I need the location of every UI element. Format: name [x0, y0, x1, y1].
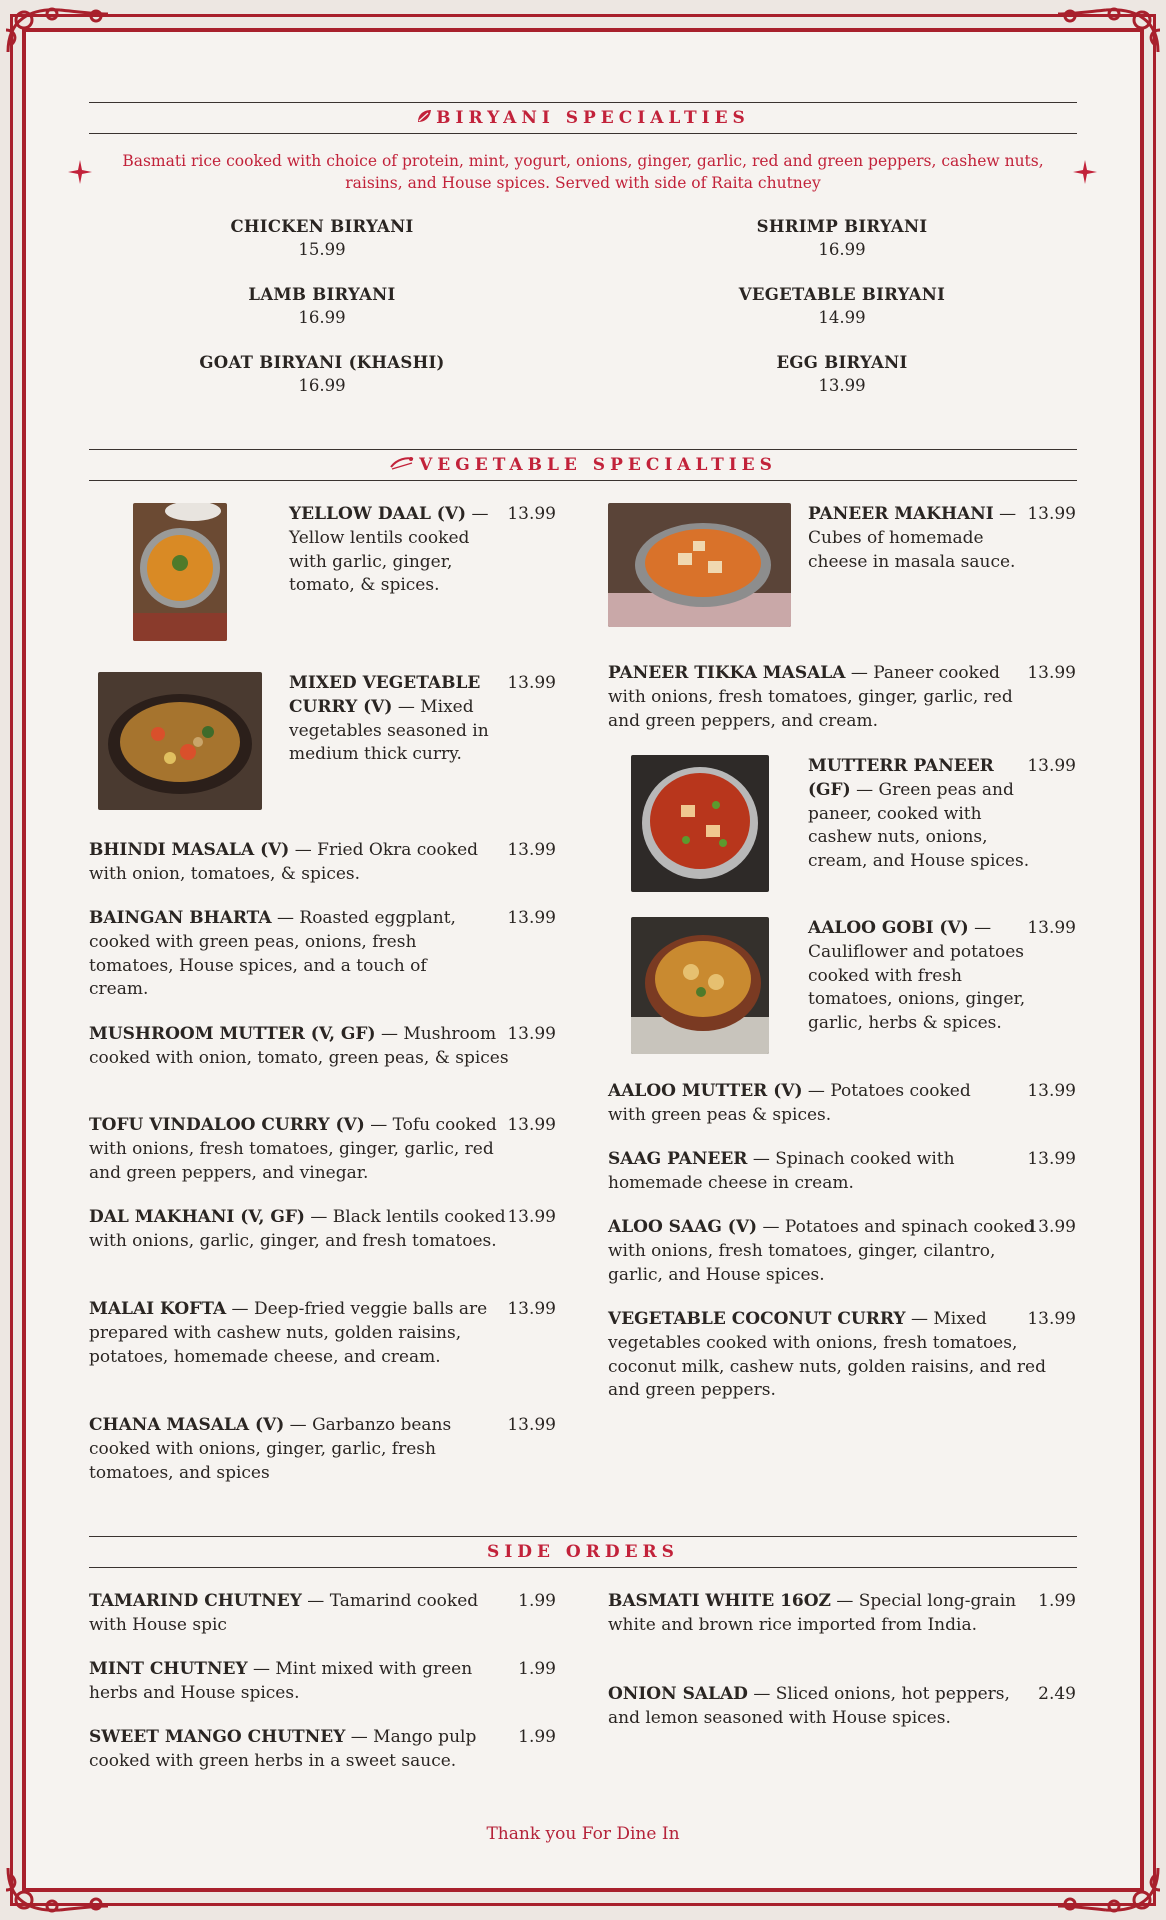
item-price: 16.99: [818, 240, 866, 259]
menu-item: AALOO GOBI (V) — Cauliflower and potatoes cooked with fresh tomatoes, onions, ginger, garlic, herbs & spices.: [808, 918, 1026, 1034]
side-orders-section-header: [89, 1536, 1077, 1568]
item-name: MINT CHUTNEY: [89, 1659, 248, 1679]
item-price: 13.99: [1027, 1081, 1076, 1101]
item-name: MUSHROOM MUTTER (V, GF): [89, 1024, 376, 1044]
item-name: ONION SALAD: [608, 1684, 748, 1704]
item-desc: Yellow lentils cooked with garlic, ginger, tomato, & spices.: [289, 527, 470, 596]
menu-item: TAMARIND CHUTNEY — Tamarind cooked with House spic: [89, 1591, 479, 1635]
item-price: 13.99: [507, 1299, 556, 1319]
item-price: 13.99: [1027, 1309, 1076, 1329]
item-name: TOFU VINDALOO CURRY (V): [89, 1115, 365, 1135]
corner-flourish-icon: [0, 1860, 110, 1920]
item-price: 1.99: [518, 1727, 556, 1747]
item-name: SAAG PANEER: [608, 1149, 748, 1169]
item-desc: Mixed vegetables cooked with onions, fresh tomatoes, coconut milk, cashew nuts, golden raisins, and red and green peppers.: [608, 1309, 1046, 1401]
menu-item: BASMATI WHITE 16OZ — Special long-grain white and brown rice imported from India.: [608, 1591, 1017, 1635]
footer-thank-you: Thank you For Dine In: [486, 1824, 680, 1844]
item-name: PANEER TIKKA MASALA: [608, 663, 846, 683]
item-price: 13.99: [507, 1115, 556, 1135]
item-price: 16.99: [298, 308, 346, 327]
item-desc: Mushroom cooked with onion, tomato, green peas, & spices: [89, 1024, 509, 1068]
item-name: DAL MAKHANI (V, GF): [89, 1207, 305, 1227]
item-desc: Special long-grain white and brown rice imported from India.: [608, 1591, 1017, 1635]
item-price: 13.99: [507, 840, 556, 860]
item-name: BASMATI WHITE 16OZ: [608, 1591, 831, 1611]
item-desc: Mango pulp cooked with green herbs in a sweet sauce.: [89, 1727, 477, 1771]
mixed-vegetable-curry-photo: [98, 672, 262, 810]
menu-item: BAINGAN BHARTA — Roasted eggplant, cooked with green peas, onions, fresh tomatoes, House spices, and a touch of cream.: [89, 908, 456, 1000]
item-name: MUTTERR PANEER (GF): [808, 756, 994, 800]
menu-item: SWEET MANGO CHUTNEY — Mango pulp cooked with green herbs in a sweet sauce.: [89, 1727, 477, 1771]
menu-item: PANEER MAKHANI — Cubes of homemade cheese in masala sauce.: [808, 504, 1017, 572]
item-price: 13.99: [507, 673, 556, 693]
item-desc: Cubes of homemade cheese in masala sauce.: [808, 527, 1016, 572]
leaf-icon: [416, 104, 432, 134]
item-name: YELLOW DAAL (V): [289, 504, 467, 524]
item-name: CHICKEN BIRYANI: [230, 217, 414, 236]
item-price: 13.99: [1027, 1217, 1076, 1237]
item-desc: Garbanzo beans cooked with onions, ginger, garlic, fresh tomatoes, and spices: [89, 1415, 452, 1483]
sparkle-icon: [68, 160, 92, 184]
item-price: 13.99: [507, 1024, 556, 1044]
item-desc: Tamarind cooked with House spic: [89, 1591, 479, 1635]
sparkle-icon: [1073, 160, 1097, 184]
item-price: 16.99: [298, 376, 346, 395]
item-price: 13.99: [1027, 1149, 1076, 1169]
biryani-description: Basmati rice cooked with choice of protein, mint, yogurt, onions, ginger, garlic, red and green peppers, cashew nuts, raisins, and House spices. Served with side of Raita chutney: [122, 152, 1044, 192]
menu-item: BHINDI MASALA (V) — Fried Okra cooked with onion, tomatoes, & spices.: [89, 840, 479, 884]
item-price: 13.99: [507, 1207, 556, 1227]
item-name: ALOO SAAG (V): [608, 1217, 758, 1237]
menu-item: TOFU VINDALOO CURRY (V) — Tofu cooked with onions, fresh tomatoes, ginger, garlic, red and green peppers, and vinegar.: [89, 1115, 497, 1183]
item-price: 13.99: [1027, 663, 1076, 683]
item-name: BHINDI MASALA (V): [89, 840, 290, 860]
item-price: 2.49: [1038, 1684, 1076, 1704]
item-name: VEGETABLE COCONUT CURRY: [608, 1309, 906, 1329]
item-name: MIXED VEGETABLE CURRY (V): [289, 673, 481, 717]
biryani-item: [122, 216, 522, 262]
item-price: 1.99: [518, 1659, 556, 1679]
item-name: MALAI KOFTA: [89, 1299, 227, 1319]
corner-flourish-icon: [0, 0, 110, 60]
side-orders-section-title: SIDE ORDERS: [487, 1542, 679, 1562]
item-name: LAMB BIRYANI: [248, 285, 396, 304]
yellow-daal-photo: [133, 503, 227, 641]
item-desc: Roasted eggplant, cooked with green peas, onions, fresh tomatoes, House spices, and a touch of cream.: [89, 908, 456, 1000]
item-desc: Deep-fried veggie balls are prepared with cashew nuts, golden raisins, potatoes, homemade cheese, and cream.: [89, 1299, 488, 1367]
item-price: 1.99: [518, 1591, 556, 1611]
item-desc: Tofu cooked with onions, fresh tomatoes, ginger, garlic, red and green peppers, and vinegar.: [89, 1115, 497, 1183]
biryani-section-header: [89, 102, 1077, 134]
item-price: 14.99: [818, 308, 866, 327]
menu-item: MIXED VEGETABLE CURRY (V) — Mixed vegetables seasoned in medium thick curry.: [289, 673, 489, 765]
menu-item: DAL MAKHANI (V, GF) — Black lentils cooked with onions, garlic, ginger, and fresh tomatoes.: [89, 1207, 506, 1251]
item-desc: Potatoes cooked with green peas & spices.: [608, 1081, 971, 1125]
item-price: 13.99: [818, 376, 866, 395]
vegetable-section-header: [89, 449, 1077, 481]
item-desc: Fried Okra cooked with onion, tomatoes, & spices.: [89, 840, 479, 884]
item-name: AALOO MUTTER (V): [608, 1081, 803, 1101]
item-price: 13.99: [507, 504, 556, 524]
item-desc: Sliced onions, hot peppers, and lemon seasoned with House spices.: [608, 1684, 1010, 1728]
paneer-makhani-photo: [608, 503, 791, 627]
item-name: TAMARIND CHUTNEY: [89, 1591, 302, 1611]
aaloo-gobi-photo: [631, 917, 769, 1054]
biryani-item: [642, 216, 1042, 262]
biryani-section-title: BIRYANI SPECIALTIES: [436, 108, 750, 128]
item-name: EGG BIRYANI: [776, 353, 908, 372]
item-desc: Green peas and paneer, cooked with cashew nuts, onions, cream, and House spices.: [808, 779, 1030, 872]
item-desc: Cauliflower and potatoes cooked with fresh tomatoes, onions, ginger, garlic, herbs & spices.: [808, 941, 1026, 1034]
biryani-item: [642, 352, 1042, 398]
item-desc: Potatoes and spinach cooked with onions, fresh tomatoes, ginger, cilantro, garlic, and House spices.: [608, 1217, 1035, 1285]
biryani-item: [122, 352, 522, 398]
item-name: VEGETABLE BIRYANI: [738, 285, 946, 304]
menu-item: ALOO SAAG (V) — Potatoes and spinach cooked with onions, fresh tomatoes, ginger, cilantro, garlic, and House spices.: [608, 1217, 1035, 1285]
menu-item: AALOO MUTTER (V) — Potatoes cooked with green peas & spices.: [608, 1081, 971, 1125]
mutterr-paneer-photo: [631, 755, 769, 892]
biryani-item: [122, 284, 522, 330]
item-name: AALOO GOBI (V): [808, 918, 969, 938]
item-desc: Spinach cooked with homemade cheese in cream.: [608, 1149, 955, 1193]
item-name: SHRIMP BIRYANI: [756, 217, 928, 236]
item-price: 13.99: [507, 908, 556, 928]
menu-item: VEGETABLE COCONUT CURRY — Mixed vegetables cooked with onions, fresh tomatoes, coconut milk, cashew nuts, golden raisins, and red and green peppers.: [608, 1309, 1046, 1401]
menu-item: CHANA MASALA (V) — Garbanzo beans cooked with onions, ginger, garlic, fresh tomatoes, and spices: [89, 1415, 452, 1483]
menu-item: SAAG PANEER — Spinach cooked with homemade cheese in cream.: [608, 1149, 955, 1193]
menu-item: MINT CHUTNEY — Mint mixed with green herbs and House spices.: [89, 1659, 473, 1703]
item-price: 13.99: [1027, 918, 1076, 938]
menu-item: ONION SALAD — Sliced onions, hot peppers, and lemon seasoned with House spices.: [608, 1684, 1010, 1728]
menu-item: MUSHROOM MUTTER (V, GF) — Mushroom cooked with onion, tomato, green peas, & spices: [89, 1024, 509, 1068]
corner-flourish-icon: [1056, 0, 1166, 60]
vegetable-section-title: VEGETABLE SPECIALTIES: [419, 455, 777, 475]
menu-item: MALAI KOFTA — Deep-fried veggie balls are prepared with cashew nuts, golden raisins, potatoes, homemade cheese, and cream.: [89, 1299, 488, 1367]
item-price: 13.99: [507, 1415, 556, 1435]
item-name: GOAT BIRYANI (KHASHI): [199, 353, 445, 372]
item-price: 1.99: [1038, 1591, 1076, 1611]
veggie-badge-icon: [389, 451, 415, 481]
menu-item: YELLOW DAAL (V) — Yellow lentils cooked with garlic, ginger, tomato, & spices.: [289, 504, 489, 596]
biryani-item: [642, 284, 1042, 330]
item-desc: Black lentils cooked with onions, garlic, ginger, and fresh tomatoes.: [89, 1207, 506, 1251]
menu-item: MUTTERR PANEER (GF) — Green peas and paneer, cooked with cashew nuts, onions, cream, and House spices.: [808, 756, 1030, 872]
item-price: 13.99: [1027, 756, 1076, 776]
item-desc: Paneer cooked with onions, fresh tomatoes, ginger, garlic, red and green peppers, and cream.: [608, 663, 1013, 731]
item-name: CHANA MASALA (V): [89, 1415, 285, 1435]
item-name: BAINGAN BHARTA: [89, 908, 272, 928]
item-name: PANEER MAKHANI: [808, 504, 994, 524]
corner-flourish-icon: [1056, 1860, 1166, 1920]
item-desc: Mixed vegetables seasoned in medium thick curry.: [289, 696, 489, 765]
menu-item: PANEER TIKKA MASALA — Paneer cooked with onions, fresh tomatoes, ginger, garlic, red and green peppers, and cream.: [608, 663, 1013, 731]
item-desc: Mint mixed with green herbs and House spices.: [89, 1659, 473, 1703]
item-price: 13.99: [1027, 504, 1076, 524]
item-name: SWEET MANGO CHUTNEY: [89, 1727, 346, 1747]
item-price: 15.99: [298, 240, 346, 259]
